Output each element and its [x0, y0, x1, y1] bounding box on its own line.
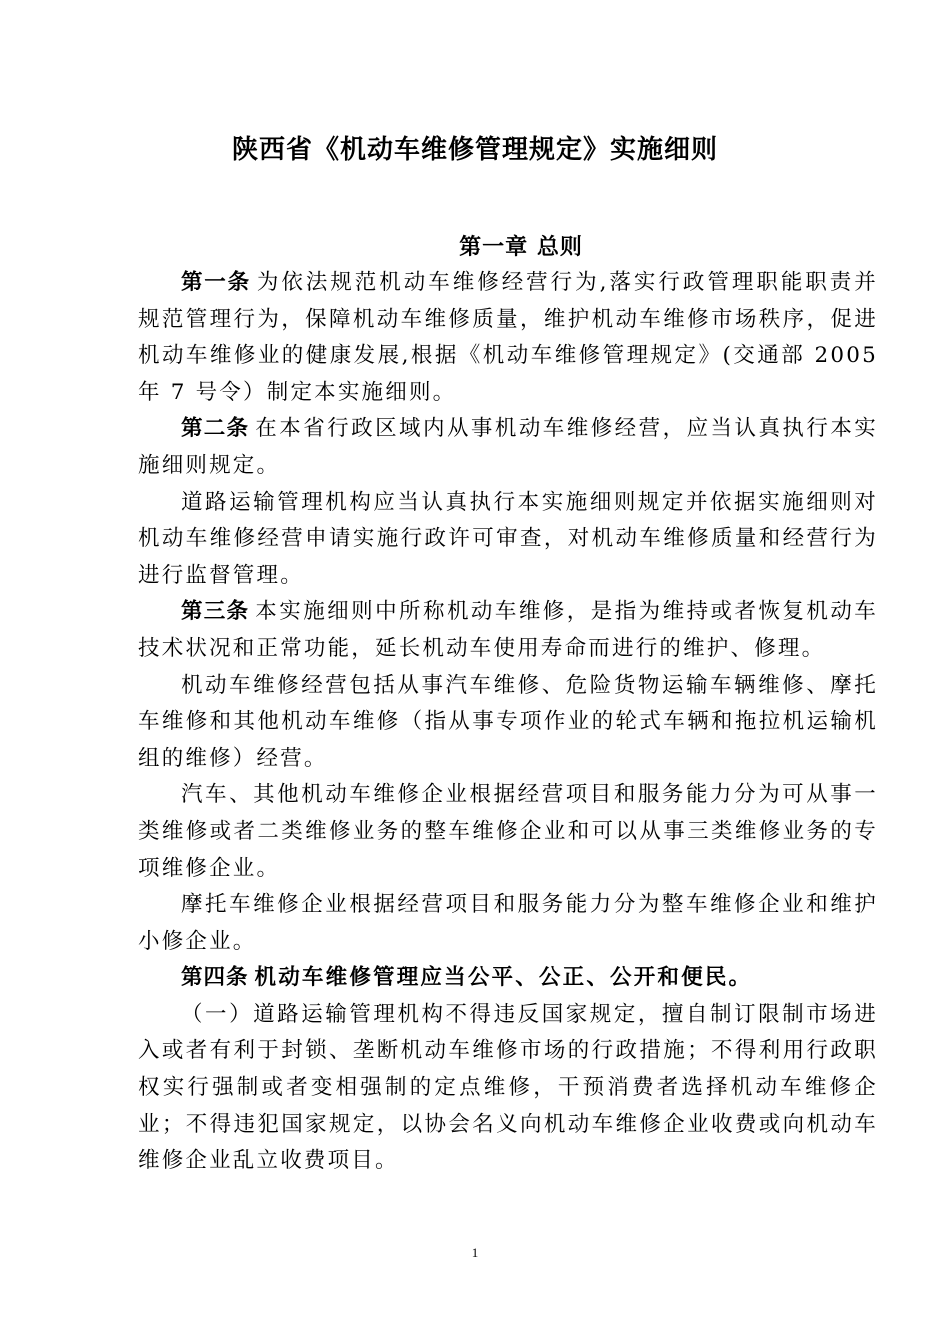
- chapter-heading: 第一章 总则: [459, 235, 583, 260]
- article-label: 第四条: [181, 965, 249, 991]
- paragraph-text: 机动车维修管理应当公平、公正、公开和便民。: [254, 965, 753, 991]
- document-title: 陕西省《机动车维修管理规定》实施细则: [231, 135, 718, 165]
- paragraph-article-1: [138, 265, 878, 411]
- paragraph-article-2: [138, 411, 878, 484]
- paragraph-text: 为依法规范机动车维修经营行为,落实行政管理职能职责并规范管理行为，保障机动车维修质量，维护机动车维修市场秩序，促进机动车维修业的健康发展,根据《机动车维修管理规定》(交通部 2005 年 7 号令）制定本实施细则。: [138, 270, 878, 405]
- paragraph: [138, 887, 878, 960]
- article-label: 第二条: [181, 416, 250, 442]
- paragraph: [138, 668, 878, 778]
- paragraph-text: 汽车、其他机动车维修企业根据经营项目和服务能力分为可从事一类维修或者二类维修业务的整车维修企业和可以从事三类维修业务的专项维修企业。: [138, 782, 878, 881]
- paragraph-text: 摩托车维修企业根据经营项目和服务能力分为整车维修企业和维护小修企业。: [138, 892, 878, 954]
- article-label: 第三条: [181, 599, 250, 625]
- page-number: 1: [471, 1245, 479, 1260]
- paragraph: [138, 997, 878, 1180]
- document-body: [138, 265, 878, 1180]
- paragraph-article-3: [138, 594, 878, 667]
- paragraph-text: 道路运输管理机构应当认真执行本实施细则规定并依据实施细则对机动车维修经营申请实施行政许可审查，对机动车维修质量和经营行为进行监督管理。: [138, 489, 878, 588]
- paragraph-article-4: [138, 960, 878, 997]
- article-label: 第一条: [181, 270, 251, 295]
- paragraph-text: 机动车维修经营包括从事汽车维修、危险货物运输车辆维修、摩托车维修和其他机动车维修（指从事专项作业的轮式车辆和拖拉机运输机组的维修）经营。: [138, 672, 878, 771]
- paragraph: [138, 485, 878, 595]
- paragraph-text: 本实施细则中所称机动车维修，是指为维持或者恢复机动车技术状况和正常功能，延长机动车使用寿命而进行的维护、修理。: [138, 599, 878, 661]
- paragraph-text: 在本省行政区域内从事机动车维修经营，应当认真执行本实施细则规定。: [138, 416, 878, 478]
- paragraph: [138, 777, 878, 887]
- paragraph-text: （一）道路运输管理机构不得违反国家规定，擅自制订限制市场进入或者有利于封锁、垄断机动车维修市场的行政措施；不得利用行政职权实行强制或者变相强制的定点维修，干预消费者选择机动车维修企业；不得违犯国家规定，以协会名义向机动车维修企业收费或向机动车维修企业乱立收费项目。: [138, 1001, 878, 1174]
